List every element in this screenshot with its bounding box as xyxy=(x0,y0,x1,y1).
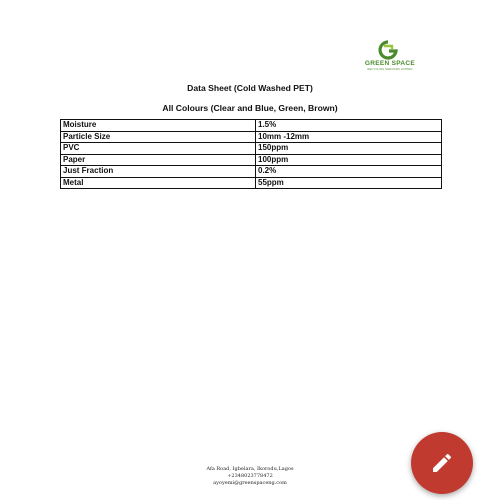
table-row xyxy=(61,143,442,155)
property-cell: Metal xyxy=(61,177,256,189)
green-space-logo-icon xyxy=(376,40,400,60)
value-cell: 150ppm xyxy=(256,143,442,155)
table-row xyxy=(61,131,442,143)
spec-table xyxy=(60,119,442,189)
property-cell: Moisture xyxy=(61,120,256,132)
property-cell: PVC xyxy=(61,143,256,155)
table-row xyxy=(61,166,442,178)
table-row xyxy=(61,120,442,132)
value-cell: 1.5% xyxy=(256,120,442,132)
company-logo xyxy=(356,40,424,74)
edit-button[interactable] xyxy=(411,432,473,494)
footer-phone: +2348023778472 xyxy=(227,473,273,479)
logo-name: GREEN SPACE xyxy=(364,60,416,67)
value-cell: 55ppm xyxy=(256,177,442,189)
pencil-icon xyxy=(430,451,454,475)
value-cell: 10mm -12mm xyxy=(256,131,442,143)
property-cell: Paper xyxy=(61,154,256,166)
value-cell: 0.2% xyxy=(256,166,442,178)
document-subtitle: All Colours (Clear and Blue, Green, Brown) xyxy=(162,103,338,113)
table-row xyxy=(61,177,442,189)
property-cell: Just Fraction xyxy=(61,166,256,178)
table-row xyxy=(61,154,442,166)
document-title: Data Sheet (Cold Washed PET) xyxy=(187,83,313,93)
property-cell: Particle Size xyxy=(61,131,256,143)
value-cell: 100ppm xyxy=(256,154,442,166)
footer-address: Afa Road, Igbelara, Ikorodu,Lagos xyxy=(206,466,294,472)
footer-email: ayoyemi@greenspaceng.com xyxy=(213,480,287,486)
logo-tagline: RECYCLING SERVICES LIMITED xyxy=(367,68,413,71)
